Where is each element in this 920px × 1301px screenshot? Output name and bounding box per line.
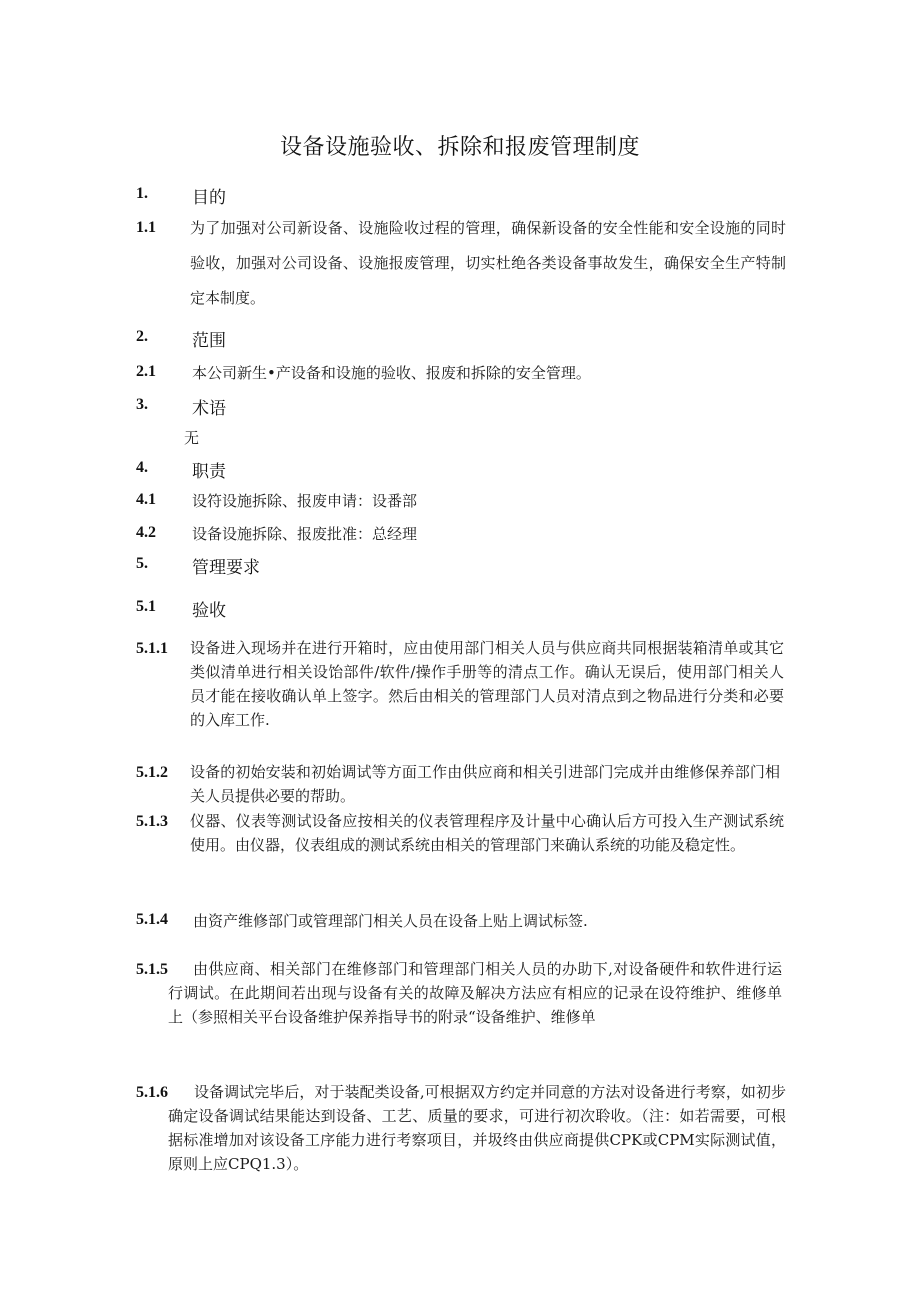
section-number-5-1-1: 5.1.1 [136, 640, 168, 657]
section-heading-scope: 范围 [192, 331, 226, 351]
section-number-5-1-6: 5.1.6 [136, 1084, 168, 1101]
section-heading-purpose: 目的 [192, 188, 226, 208]
paragraph-5-1-2: 设备的初始安装和初始调试等方面工作由供应商和相关引进部门完成并由维修保养部门相关人员提供必要的帮助。 [190, 763, 780, 805]
section-number-1-1: 1.1 [136, 219, 156, 236]
section-number-4-2: 4.2 [136, 524, 156, 541]
paragraph-4-2: 设备设施拆除、报废批准：总经理 [192, 525, 418, 543]
section-number-5-1-5: 5.1.5 [136, 961, 168, 978]
section-number-5: 5. [136, 555, 148, 572]
paragraph-5-1-6: 设备调试完毕后，对于装配类设备,可根据双方约定并同意的方法对设备进行考察，如初步确定设备调试结果能达到设备、工艺、质量的要求，可进行初次聆收。（注：如若需要，可根据标准增加对该设备工序能力进行考察项目，并圾终由供应商提供CPK或CPM实际测试值，原则上应CPQ1.3）。 [168, 1083, 786, 1173]
section-heading-management: 管理要求 [192, 558, 260, 578]
section-heading-responsibilities: 职责 [192, 462, 226, 482]
paragraph-4-1: 设符设施拆除、报废申请：设番部 [192, 492, 418, 510]
section-number-1: 1. [136, 185, 148, 202]
paragraph-5-1-5: 由供应商、相关部门在维修部门和管理部门相关人员的办助下,对设备硬件和软件进行运行调试。在此期间若出现与设备有关的故障及解决方法应有相应的记录在设符维护、维修单上（参照相关平台设备维护保养指导书的附录“设备维护、维修单 [168, 960, 782, 1026]
section-number-2: 2. [136, 328, 148, 345]
paragraph-1-1: 为了加强对公司新设备、设施险收过程的管理，确保新设备的安全性能和安全设施的同时验收，加强对公司设备、设施报废管理，切实杜绝各类设备事故发生，确保安全生产特制定本制度。 [190, 219, 786, 307]
terms-body: 无 [184, 429, 200, 447]
paragraph-2-1: 本公司新生•产设备和设施的验收、报废和拆除的安全管理。 [192, 364, 591, 382]
section-number-5-1-2: 5.1.2 [136, 764, 168, 781]
section-heading-terms: 术语 [192, 399, 226, 419]
paragraph-5-1-3: 仪器、仪表等测试设备应按相关的仪表管理程序及计量中心确认后方可投入生产测试系统使用。由仪器，仪表组成的测试系统由相关的管理部门来确认系统的功能及稳定性。 [190, 812, 784, 854]
section-number-4: 4. [136, 459, 148, 476]
document-title: 设备设施验收、拆除和报废管理制度 [279, 135, 640, 160]
section-number-4-1: 4.1 [136, 491, 156, 508]
paragraph-5-1-1: 设备进入现场并在进行开箱时，应由使用部门相关人员与供应商共同根据装箱清单或其它类似清单进行相关设饴部件/软件/操作手册等的清点工作。确认无误后，使用部门相关人员才能在接收确认单上签字。然后由相关的管理部门人员对清点到之物品进行分类和必要的入库工作. [190, 639, 784, 729]
section-number-5-1: 5.1 [136, 598, 156, 615]
section-number-3: 3. [136, 396, 148, 413]
section-number-5-1-4: 5.1.4 [136, 911, 168, 928]
section-heading-acceptance: 验收 [192, 601, 226, 621]
section-number-5-1-3: 5.1.3 [136, 813, 168, 830]
section-number-2-1: 2.1 [136, 363, 156, 380]
paragraph-5-1-4: 由资产维修部门或管理部门相关人员在设备上贴上调试标签. [193, 912, 588, 930]
